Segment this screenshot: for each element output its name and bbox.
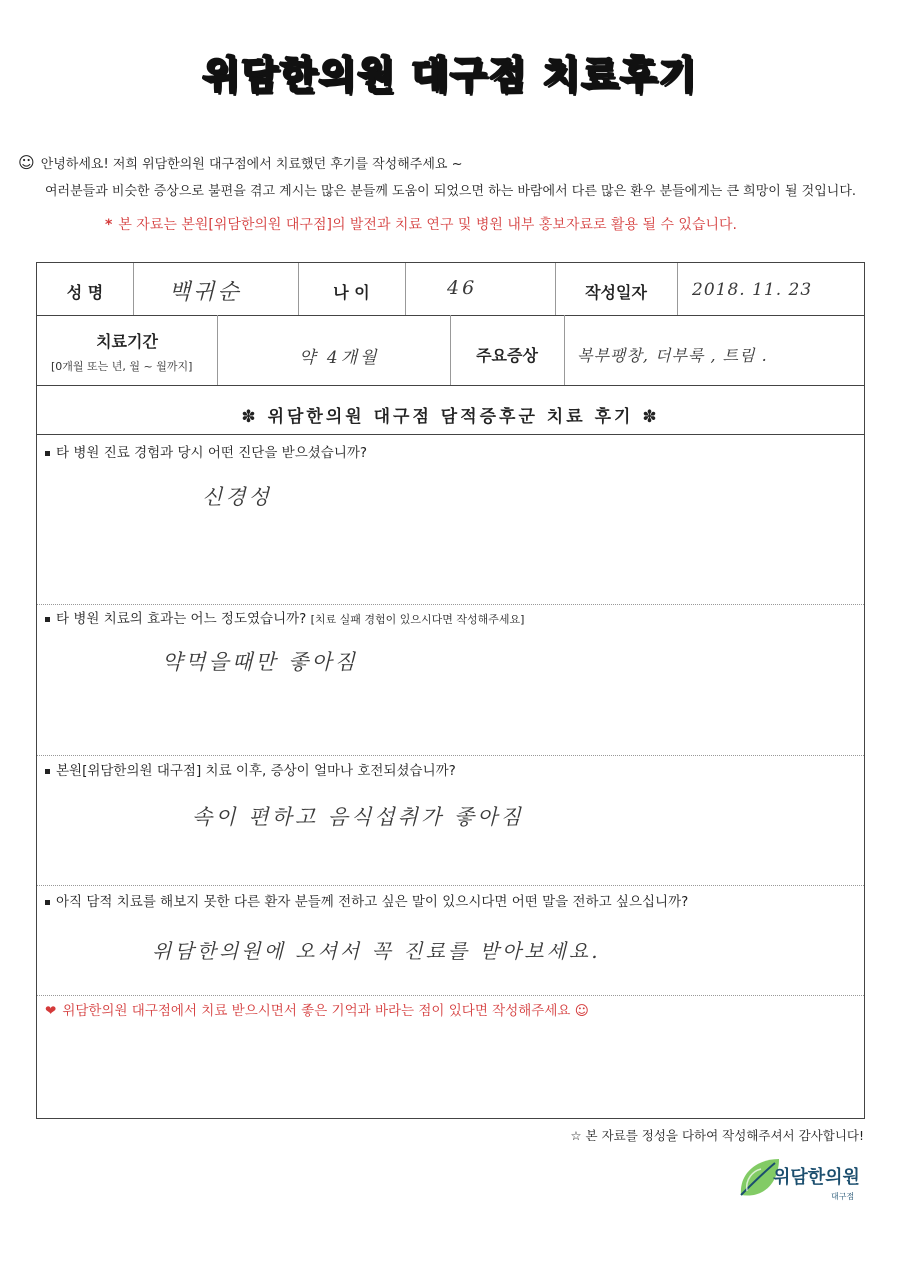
answer-4: 위담한의원에 오셔서 꼭 진료를 받아보세요. (152, 939, 601, 963)
date-value: 2018. 11. 23 (692, 280, 813, 300)
bullet-icon (45, 769, 50, 774)
date-label: 작성일자 (585, 283, 647, 302)
asterisk-icon: * (105, 217, 113, 233)
divider (133, 263, 134, 315)
logo-subtext: 대구점 (831, 1192, 855, 1201)
logo-text: 위담한의원 (773, 1167, 860, 1188)
divider (677, 263, 678, 315)
name-label: 성 명 (66, 283, 104, 302)
row-divider (37, 434, 864, 435)
question-2-note: [치료 실패 경험이 있으시다면 작성해주세요] (310, 613, 525, 626)
heart-icon: ❤ (45, 1003, 57, 1019)
question-3: 본원[위담한의원 대구점] 치료 이후, 증상이 얼마나 호전되셨습니까? (45, 759, 456, 779)
period-value: 약 4개월 (299, 348, 380, 368)
period-label: 치료기간 (96, 332, 158, 351)
row-divider (37, 885, 864, 886)
row-divider (37, 995, 864, 996)
notice-text: * 본 자료는 본원[위담한의원 대구점]의 발전과 치료 연구 및 병원 내부 홍보자료로 활용 될 수 있습니다. (105, 217, 737, 233)
age-label: 나 이 (333, 283, 370, 302)
answer-2: 약먹을때만 좋아짐 (162, 650, 358, 674)
section-banner: ✽ 위담한의원 대구점 담적증후군 치료 후기 ✽ (241, 407, 660, 427)
question-4: 아직 담적 치료를 해보지 못한 다른 환자 분들께 전하고 싶은 말이 있으시다면 어떤 말을 전하고 싶으십니까? (45, 890, 688, 910)
name-value: 백귀순 (169, 280, 242, 305)
symptom-label: 주요증상 (476, 346, 538, 365)
answer-1: 신경성 (202, 485, 272, 509)
symptom-value: 복부팽창, 더부룩 , 트림 . (577, 346, 768, 365)
footer-thanks: ☆ 본 자료를 정성을 다하여 작성해주셔서 감사합니다! (570, 1128, 864, 1143)
bullet-icon (45, 451, 50, 456)
review-form (36, 262, 865, 1119)
divider (217, 315, 218, 385)
bullet-icon (45, 617, 50, 622)
clinic-logo (735, 1155, 865, 1215)
divider (564, 315, 565, 385)
greeting-line-2: 여러분들과 비슷한 증상으로 불편을 겪고 계시는 많은 분들께 도움이 되었으면 하는 바람에서 다른 많은 환우 분들에게는 큰 희망이 될 것입니다. (45, 184, 857, 199)
bullet-icon (45, 900, 50, 905)
row-divider (37, 385, 864, 386)
smile-icon: ☺ (18, 153, 35, 172)
divider (405, 263, 406, 315)
period-note: [0개월 또는 년, 월 ~ 월까지] (51, 360, 193, 373)
question-1: 타 병원 진료 경험과 당시 어떤 진단을 받으셨습니까? (45, 441, 367, 461)
closing-prompt: ❤ 위담한의원 대구점에서 치료 받으시면서 좋은 기억과 바라는 점이 있다면 작성해주세요 ☺ (45, 1003, 589, 1019)
page-title: 위담한의원 대구점 치료후기 (202, 53, 698, 97)
answer-3: 속이 편하고 음식섭취가 좋아짐 (192, 805, 524, 829)
greeting-line-1: ☺ 안녕하세요! 저희 위담한의원 대구점에서 치료했던 후기를 작성해주세요 ~ (18, 153, 463, 172)
age-value: 46 (447, 277, 478, 299)
row-divider (37, 755, 864, 756)
row-divider (37, 604, 864, 605)
question-2: 타 병원 치료의 효과는 어느 정도였습니까? [치료 실패 경험이 있으시다면 작성해주세요] (45, 607, 524, 627)
